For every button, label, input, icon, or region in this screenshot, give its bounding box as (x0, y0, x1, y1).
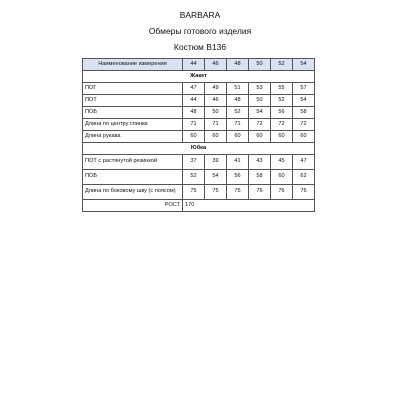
table-row (83, 107, 315, 119)
measurements-table (82, 58, 315, 212)
value-cell: 50 (249, 95, 271, 107)
value-cell: 60 (183, 131, 205, 143)
model-title: Костюм В136 (173, 42, 227, 52)
header-cell-size: 44 (183, 59, 205, 71)
value-cell: 53 (249, 83, 271, 95)
header-cell-label: Наименование измерения (83, 59, 183, 71)
value-cell: 48 (227, 95, 249, 107)
value-cell: 50 (205, 107, 227, 119)
header-cell-size: 48 (227, 59, 249, 71)
value-cell: 54 (205, 170, 227, 185)
section-row-jacket (83, 71, 315, 83)
row-label: ПОБ (83, 170, 183, 185)
row-label: Длина по боковому шву (с поясом) (83, 185, 183, 200)
value-cell: 45 (271, 155, 293, 170)
row-label: ПОГ (83, 83, 183, 95)
value-cell: 71 (205, 119, 227, 131)
value-cell: 75 (205, 185, 227, 200)
value-cell: 49 (205, 83, 227, 95)
height-value: 170 (183, 200, 315, 212)
table-row (83, 83, 315, 95)
table-header-row (83, 59, 315, 71)
section-title: Юбка (83, 143, 315, 155)
value-cell: 76 (271, 185, 293, 200)
value-cell: 41 (227, 155, 249, 170)
row-label: Длина по центру спинки (83, 119, 183, 131)
value-cell: 52 (227, 107, 249, 119)
value-cell: 58 (249, 170, 271, 185)
section-row-skirt (83, 143, 315, 155)
table-row (83, 131, 315, 143)
value-cell: 44 (183, 95, 205, 107)
header-cell-size: 52 (271, 59, 293, 71)
header-cell-size: 50 (249, 59, 271, 71)
row-label: ПОБ (83, 107, 183, 119)
value-cell: 52 (183, 170, 205, 185)
value-cell: 39 (205, 155, 227, 170)
table-row (83, 185, 315, 200)
value-cell: 37 (183, 155, 205, 170)
value-cell: 75 (183, 185, 205, 200)
value-cell: 47 (293, 155, 315, 170)
value-cell: 48 (183, 107, 205, 119)
value-cell: 52 (271, 95, 293, 107)
value-cell: 60 (205, 131, 227, 143)
section-title: Жакет (83, 71, 315, 83)
table-row (83, 95, 315, 107)
row-label: ПОТ (83, 95, 183, 107)
value-cell: 54 (293, 95, 315, 107)
table-row (83, 119, 315, 131)
value-cell: 60 (293, 131, 315, 143)
value-cell: 62 (293, 170, 315, 185)
value-cell: 60 (271, 170, 293, 185)
value-cell: 76 (249, 185, 271, 200)
value-cell: 56 (271, 107, 293, 119)
header-cell-size: 46 (205, 59, 227, 71)
value-cell: 60 (227, 131, 249, 143)
document-heading: Обмеры готового изделия (148, 26, 252, 36)
value-cell: 76 (293, 185, 315, 200)
value-cell: 71 (183, 119, 205, 131)
value-cell: 71 (227, 119, 249, 131)
value-cell: 47 (183, 83, 205, 95)
value-cell: 75 (227, 185, 249, 200)
value-cell: 72 (293, 119, 315, 131)
value-cell: 57 (293, 83, 315, 95)
table-row (83, 155, 315, 170)
value-cell: 55 (271, 83, 293, 95)
value-cell: 54 (249, 107, 271, 119)
value-cell: 60 (271, 131, 293, 143)
value-cell: 58 (293, 107, 315, 119)
value-cell: 60 (249, 131, 271, 143)
value-cell: 46 (205, 95, 227, 107)
brand-title: BARBARA (179, 10, 221, 20)
value-cell: 56 (227, 170, 249, 185)
row-label: Длина рукава (83, 131, 183, 143)
value-cell: 51 (227, 83, 249, 95)
footer-row (83, 200, 315, 212)
header-cell-size: 54 (293, 59, 315, 71)
row-label: ПОТ с растянутой резинкой (83, 155, 183, 170)
height-label: РОСТ (83, 200, 183, 212)
value-cell: 43 (249, 155, 271, 170)
value-cell: 72 (249, 119, 271, 131)
value-cell: 72 (271, 119, 293, 131)
table-row (83, 170, 315, 185)
